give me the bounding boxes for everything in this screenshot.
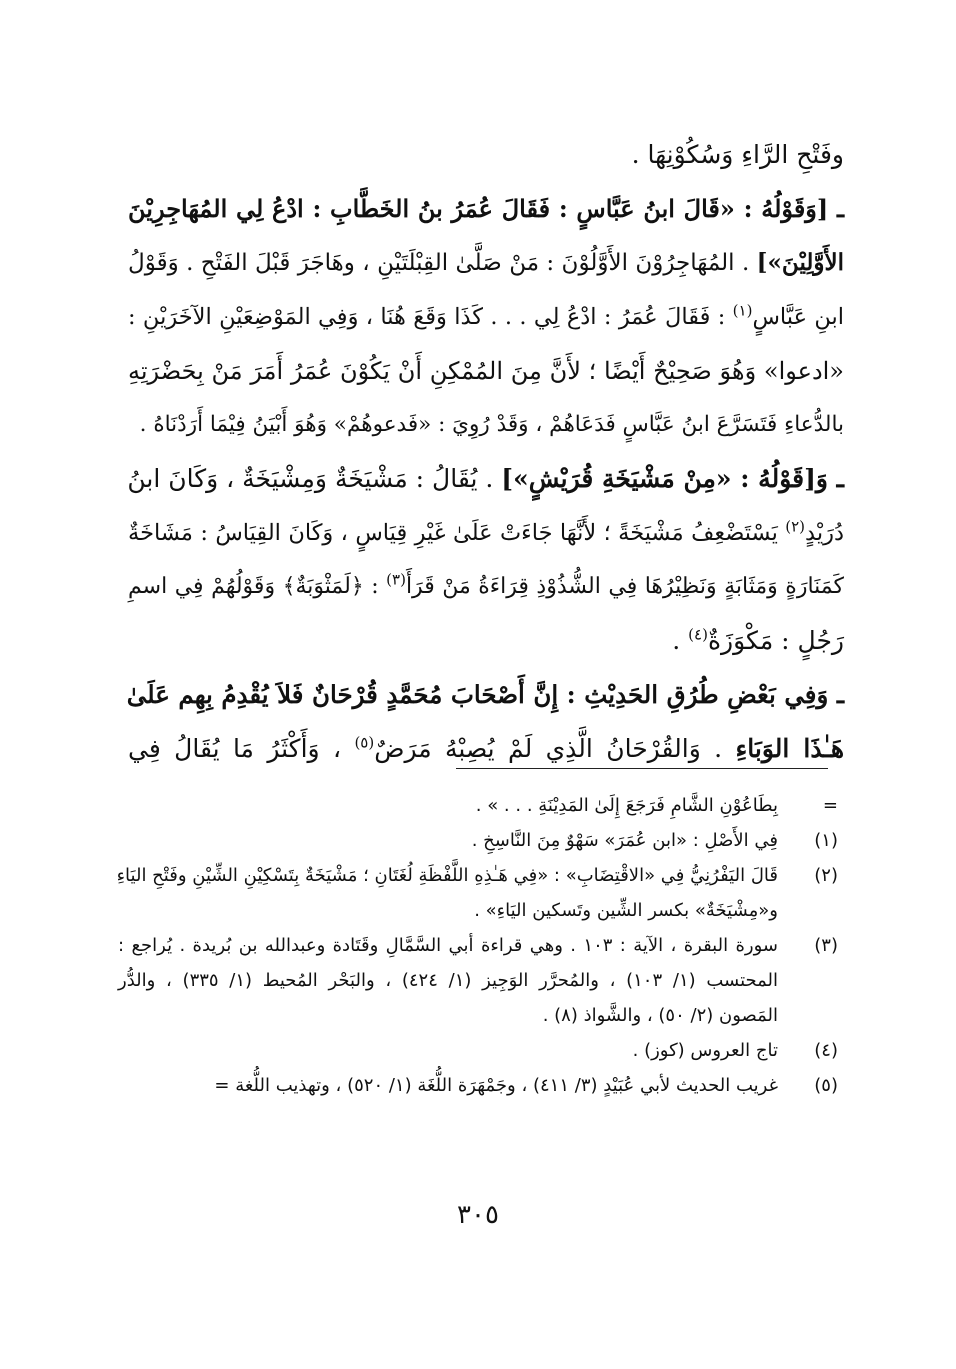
text-segment: الأَوَّلِيْنَ»] [756,249,844,276]
text-segment: دُرَيْدٍ [805,520,844,546]
page-number: ٣٠٥ [457,1200,499,1230]
footnote-line: المحتسب (١/ ١٠٣) ، والمُحرَّر الوَجِيز (١/ ٤٢٤) ، والبَحْر المُحيط (١/ ٣٣٥) ، والدُّر [118,970,779,991]
text-segment: يَسْتَضْعِفُ مَشْيَخَةً ؛ لأَنَّهَا جَاءَتْ عَلَىٰ غَيْرِ قِيَاسٍ ، وَكَانَ القِيَاسُ : مَشَاخَةٌ [128,520,786,546]
text-segment: ـ وَفِي بَعْضِ طُرُقِ الحَدِيْثِ : إِنَّ أَصْحَابَ مُحَمَّدٍ قُرْحَانٌ فَلاَ يُقْدِمُ بِهِم عَلَىٰ [126,680,844,709]
footnote [118,788,838,823]
footnote-reference: (٥) [354,733,375,752]
text-line [128,398,844,452]
text-segment: ، وَأَكْثَرُ مَا يُقَالُ فِي [128,734,355,763]
text-segment: بالدُّعاءِ فَتَسَرَّعَ ابنُ عَبَّاسٍ فَدَعَاهُمْ ، وَقَدْ رُوِيَ : «فَدعوهُمْ» وَهُوَ أَبْيَنُ فِيْمَا أَرَدْنَاهُ . [139,412,844,437]
text-segment: : ﴿لَمَثْوَبَةٌ﴾ وَقَوْلُهُمْ فِي اسمِ [128,574,387,599]
text-segment: : فَقَالَ عُمَرُ : ادْعُ لِي . . . كَذَا وَقَعَ هُنَا ، وَفِي المَوْضِعَيْنِ الآخَرَيْنِ : [128,304,733,330]
text-line [128,182,844,236]
footnote [118,1068,838,1103]
footnote-line: تاج العروس (كوز) . [632,1040,778,1061]
text-segment: «قَالَ ابنُ عَبَّاسٍ : فَقَالَ عُمَرُ بنُ الخَطَّابِ : ادْعُ لِي المُهَاجِرِيْنَ [128,194,735,223]
text-segment: هَـٰذَا الوَبَاءِ [735,734,845,763]
text-segment: «ادعوا» وَهُوَ صَحِيْحٌ أَيْضًا ؛ لأَنَّ مِنَ المُمْكِنِ أَنْ يَكُوْنَ عُمَرُ أَمَرَ مَنْ بِحَضْرَتِهِ [128,357,844,385]
footnote-text [118,928,778,1033]
footnote [118,823,838,858]
text-line [128,452,844,506]
footnote-number: (١) [814,830,838,851]
footnote-text [118,1033,778,1068]
footnote-text [118,788,778,823]
footnote [118,928,838,1033]
text-segment: . [672,626,689,655]
text-line [128,236,844,290]
text-segment: . وَالقُرْحَانُ الَّذِي لَمْ يُصِبْهُ مَرَضٌ [374,734,736,763]
footnote-line: المَصون (٢/ ٥٠) ، والشَّواذ (٨) . [542,1005,778,1026]
text-line [128,290,844,344]
text-segment: ـ [وَقَوْلُهُ : [734,194,845,223]
footnote-line: و«مِشْيَخَةٌ» بكسر الشِّين وتَسكين اليَاءِ» . [474,900,778,921]
text-line [128,560,844,614]
text-segment: رَجُلٍ : مَكْوَزَةٌ [707,626,844,655]
footnote [118,858,838,928]
text-line [128,614,844,668]
footnote-text [118,1068,778,1103]
footnote-line: سورة البقرة ، الآية : ١٠٣ . وهي قراءة أبي السَّمَّالِ وقَتَادة وعبدالله بن بُريدة . يُراجع : [118,935,778,956]
text-segment: وفَتْحِ الرَّاءِ وَسُكُوْنِهَا . [631,140,844,169]
footnote-separator [456,768,828,769]
text-segment: ـ وَ[قَوْلُهُ : «مِنْ مَشْيَخَةِ قُرَيْشٍ»] [501,464,844,493]
text-segment: . يُقَالُ : مَشْيَخَةٌ وَمِشْيَخَةٌ ، وَكَانَ ابنُ [127,464,502,493]
footnote-text [118,823,778,858]
text-line [128,128,844,182]
footnote-text [117,858,778,928]
footnote-number: (٢) [814,865,838,886]
text-line [128,344,844,398]
footnote-line: غريب الحديث لأبي عُبَيْدٍ (٣/ ٤١١) ، وجَمْهَرَة اللُّغَة (١/ ٥٢٠) ، وتهذيب اللُّغة = [214,1075,778,1096]
text-segment: . المُهَاجِرُوْنَ الأَوَّلُوْنَ : مَنْ صَلَّىٰ القِبْلَتَيْنِ ، وهَاجَرَ قَبْلَ الفَتْحِ . وَقَوْلُ [128,250,757,276]
footnotes [118,788,838,1103]
text-segment: ابنِ عَبَّاسٍ [752,304,844,330]
footnote-number: = [822,795,838,816]
main-text [128,128,844,776]
footnote [118,1033,838,1068]
footnote-line: بِطَاعُوْنِ الشَّامِ فَرَجَعَ إِلَىٰ المَدِيْنَةِ . . . » . [475,795,778,816]
text-line [128,668,844,722]
footnote-number: (٣) [814,935,838,956]
footnote-number: (٤) [814,1040,838,1061]
footnote-line: فِي الأَصْلِ : «ابن عُمَرَ» سَهْوٌ مِنَ النَّاسِخِ . [471,830,778,851]
text-line [128,506,844,560]
footnote-reference: (٢) [785,517,806,536]
text-segment: كَمَنَارَةٍ وَمَثَابَةٍ وَنَظِيْرُهَا فِي الشُّذُوْذِ قِرَاءَةُ مَنْ قَرَأَ [405,574,844,599]
footnote-number: (٥) [814,1075,838,1096]
footnote-reference: (١) [732,301,753,320]
footnote-line: قَالَ اليَفْرُنِيُّ فِي «الاقْتِضَابِ» : «فِي هَـٰذِهِ اللَّفْظَةِ لُغَتَانِ ؛ مَشْيَخَةٌ بِتَسْكِيْنِ الشِّيْنِ وفَتْحِ اليَاءِ [116,865,778,886]
footnote-reference: (٤) [688,625,708,644]
footnote-reference: (٣) [386,570,406,589]
